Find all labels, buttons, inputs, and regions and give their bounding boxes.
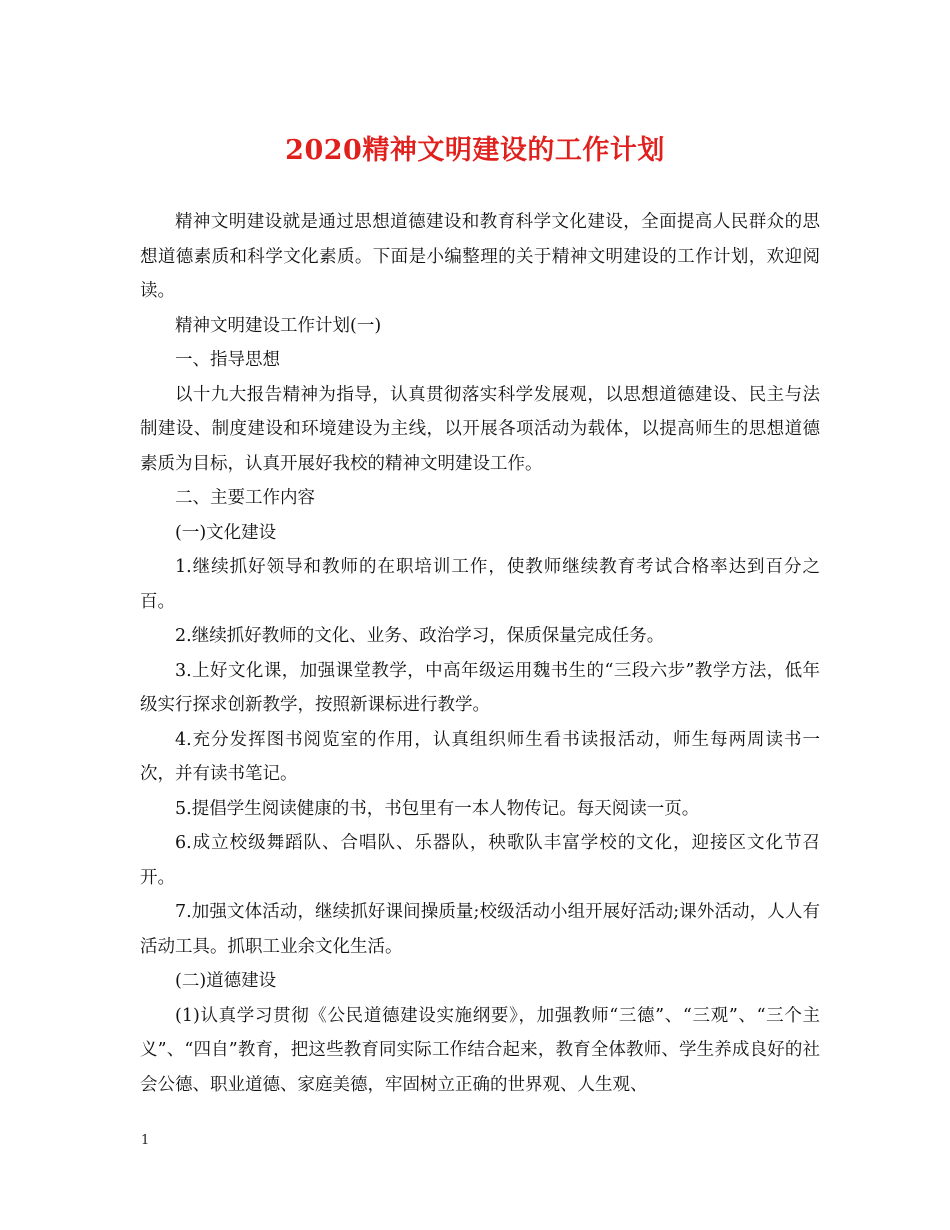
subsection-heading-morality: (二)道德建设 bbox=[175, 971, 277, 991]
list-item: (1)认真学习贯彻《公民道德建设实施纲要》，加强教师“三德”、“三观”、“三个主义”、“四自”教育，把这些教育同实际工作结合起来，教育全体教师、学生养成良好的社会公德、职业道德、家庭美德，牢固树立正确的世界观、人生观、 bbox=[140, 1005, 820, 1095]
section-heading-plan-one: 精神文明建设工作计划(一) bbox=[175, 315, 382, 336]
page-number: 1 bbox=[141, 1133, 150, 1148]
guiding-thought-paragraph: 以十九大报告精神为指导，认真贯彻落实科学发展观，以思想道德建设、民主与法制建设、制度建设和环境建设为主线，以开展各项活动为载体，以提高师生的思想道德素质为目标，认真开展好我校的精神文明建设工作。 bbox=[140, 384, 820, 474]
list-item: 7.加强文体活动，继续抓好课间操质量;校级活动小组开展好活动;课外活动，人人有活动工具。抓职工业余文化生活。 bbox=[140, 902, 820, 957]
list-item: 1.继续抓好领导和教师的在职培训工作，使教师继续教育考试合格率达到百分之百。 bbox=[140, 557, 820, 612]
section-heading-main-work: 二、主要工作内容 bbox=[175, 488, 315, 508]
section-heading-guiding-thought: 一、指导思想 bbox=[175, 350, 280, 370]
list-item: 4.充分发挥图书阅览室的作用，认真组织师生看书读报活动，师生每两周读书一次，并有读书笔记。 bbox=[140, 729, 820, 784]
intro-paragraph: 精神文明建设就是通过思想道德建设和教育科学文化建设，全面提高人民群众的思想道德素质和科学文化素质。下面是小编整理的关于精神文明建设的工作计划，欢迎阅读。 bbox=[140, 212, 820, 301]
subsection-heading-culture: (一)文化建设 bbox=[175, 522, 277, 543]
list-item: 2.继续抓好教师的文化、业务、政治学习，保质保量完成任务。 bbox=[175, 626, 665, 646]
document-title: 2020精神文明建设的工作计划 bbox=[285, 135, 665, 166]
list-item: 6.成立校级舞蹈队、合唱队、乐器队，秧歌队丰富学校的文化，迎接区文化节召开。 bbox=[140, 833, 820, 888]
list-item: 3.上好文化课，加强课堂教学，中高年级运用魏书生的“三段六步”教学方法，低年级实行探求创新教学，按照新课标进行教学。 bbox=[140, 660, 820, 715]
list-item: 5.提倡学生阅读健康的书，书包里有一本人物传记。每天阅读一页。 bbox=[175, 798, 700, 819]
document-body bbox=[140, 205, 820, 1102]
